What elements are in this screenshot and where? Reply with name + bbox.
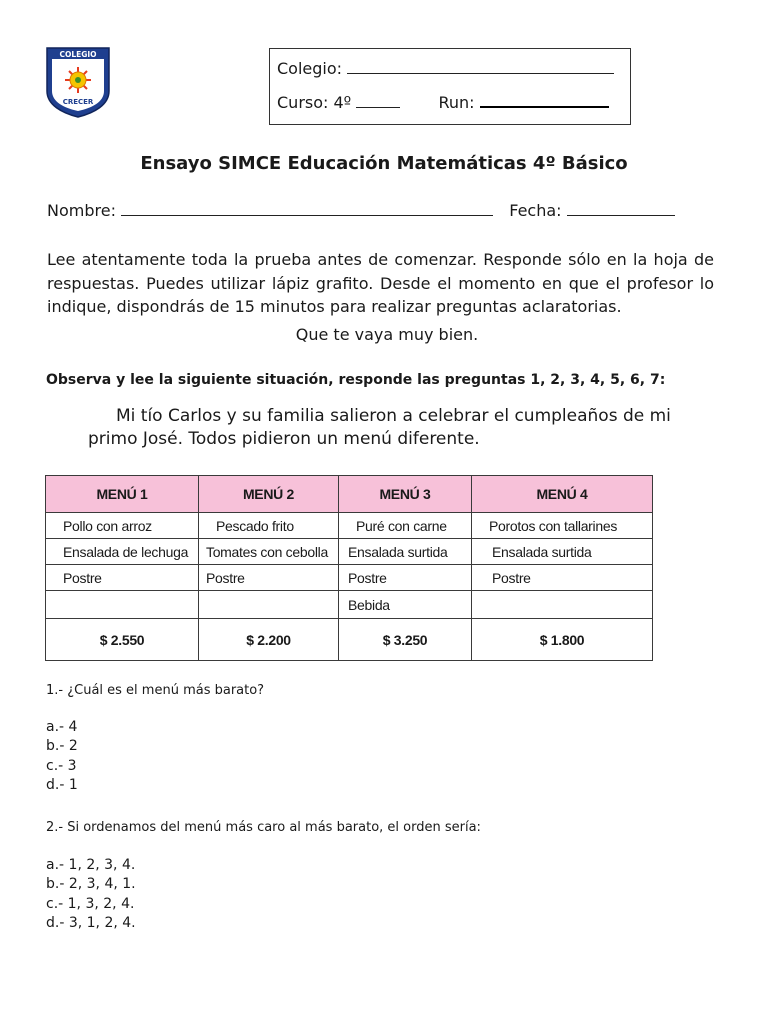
question-2: 2.- Si ordenamos del menú más caro al más barato, el orden sería: — [46, 820, 481, 835]
table-cell: Ensalada surtida — [472, 539, 653, 565]
school-logo — [44, 45, 112, 119]
table-cell: Pollo con arroz — [46, 513, 199, 539]
fecha-label: Fecha: — [509, 201, 562, 220]
table-cell: Tomates con cebolla — [199, 539, 339, 565]
section-instruction: Observa y lee la siguiente situación, responde las preguntas 1, 2, 3, 4, 5, 6, 7: — [46, 372, 666, 388]
nombre-label: Nombre: — [47, 201, 116, 220]
table-cell: Porotos con tallarines — [472, 513, 653, 539]
answer-option[interactable]: b.- 2, 3, 4, 1. — [46, 876, 136, 893]
curso-field[interactable] — [356, 93, 400, 108]
price-cell: $ 1.800 — [472, 619, 653, 661]
table-cell — [472, 591, 653, 619]
table-header-row — [46, 476, 653, 513]
table-header: MENÚ 3 — [339, 476, 472, 513]
page-title: Ensayo SIMCE Educación Matemáticas 4º Básico — [140, 153, 628, 174]
price-cell: $ 3.250 — [339, 619, 472, 661]
answer-option[interactable]: d.- 3, 1, 2, 4. — [46, 914, 136, 931]
table-cell: Puré con carne — [339, 513, 472, 539]
answer-option[interactable]: a.- 1, 2, 3, 4. — [46, 857, 136, 873]
table-header: MENÚ 1 — [46, 476, 199, 513]
colegio-row — [277, 59, 614, 78]
fecha-field[interactable] — [567, 201, 675, 216]
logo-top-text: COLEGIO — [59, 50, 97, 59]
table-header: MENÚ 4 — [472, 476, 653, 513]
table-row — [46, 591, 653, 619]
table-row — [46, 539, 653, 565]
table-cell: Postre — [46, 565, 199, 591]
question-1: 1.- ¿Cuál es el menú más barato? — [46, 683, 265, 698]
good-luck-text: Que te vaya muy bien. — [295, 325, 479, 344]
table-row — [46, 565, 653, 591]
table-cell — [46, 591, 199, 619]
run-field[interactable] — [480, 92, 609, 108]
story-paragraph: Mi tío Carlos y su familia salieron a celebrar el cumpleaños de mi primo José. Todos pidieron un menú diferente. — [88, 406, 671, 449]
table-header: MENÚ 2 — [199, 476, 339, 513]
table-cell: Ensalada surtida — [339, 539, 472, 565]
table-row — [46, 513, 653, 539]
table-cell: Postre — [339, 565, 472, 591]
table-cell: Pescado frito — [199, 513, 339, 539]
logo-bottom-text: CRECER — [62, 98, 94, 106]
name-date-row — [47, 201, 675, 220]
table-cell: Bebida — [339, 591, 472, 619]
curso-row — [277, 92, 609, 112]
question-1-options — [46, 718, 78, 795]
curso-label: Curso: 4º — [277, 93, 352, 112]
colegio-field[interactable] — [347, 59, 614, 74]
instructions-paragraph: Lee atentamente toda la prueba antes de comenzar. Responde sólo en la hoja de respuestas. Puedes utilizar lápiz grafito. Desde el momento en que el profesor lo indique, dispondrás de 15 minutos para realizar preguntas aclaratorias. — [47, 250, 714, 316]
answer-option[interactable]: d.- 1 — [46, 776, 78, 793]
student-info-box — [269, 48, 631, 125]
table-cell: Ensalada de lechuga — [46, 539, 199, 565]
answer-option[interactable]: a.- 4 — [46, 719, 78, 735]
menu-table — [45, 475, 653, 661]
table-cell: Postre — [472, 565, 653, 591]
question-2-options — [46, 856, 136, 933]
table-cell — [199, 591, 339, 619]
table-cell: Postre — [199, 565, 339, 591]
price-cell: $ 2.200 — [199, 619, 339, 661]
answer-option[interactable]: c.- 3 — [46, 757, 77, 774]
price-cell: $ 2.550 — [46, 619, 199, 661]
answer-option[interactable]: c.- 1, 3, 2, 4. — [46, 895, 135, 912]
table-price-row — [46, 619, 653, 661]
nombre-field[interactable] — [121, 201, 493, 216]
answer-option[interactable]: b.- 2 — [46, 738, 78, 755]
run-label: Run: — [438, 93, 475, 112]
colegio-label: Colegio: — [277, 59, 343, 78]
